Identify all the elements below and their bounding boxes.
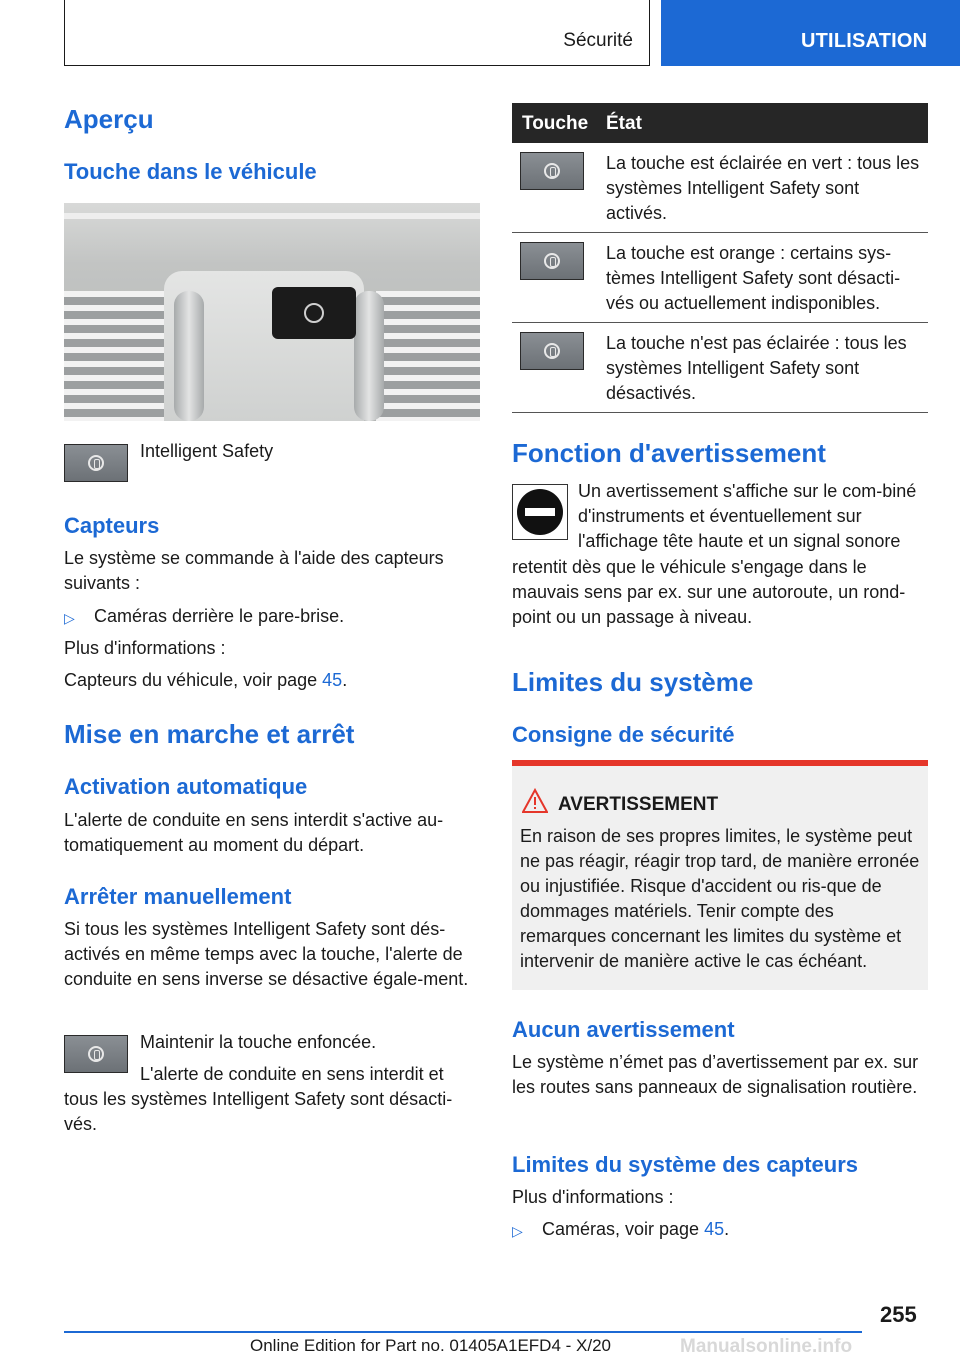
header-chapter-tab: UTILISATION bbox=[661, 0, 960, 66]
no-entry-sign-icon bbox=[512, 484, 568, 540]
fonction-text-b: retentit dès que le véhicule s'engage dans le mauvais sens par ex. sur une autoroute, un rond-point ou un passage à niveau. bbox=[512, 557, 906, 627]
table-row bbox=[512, 233, 928, 323]
status-table-header bbox=[512, 103, 928, 143]
heading-consigne-securite: Consigne de sécurité bbox=[512, 722, 735, 747]
footer-divider bbox=[64, 1331, 862, 1333]
footer-edition: Online Edition for Part no. 01405A1EFD4 - X/20 bbox=[250, 1336, 611, 1355]
key-orange-icon bbox=[520, 242, 584, 280]
fonction-text-a: Un avertissement s'affiche sur le com-biné d'instruments et éventuellement sur l'affichage tête haute et un signal sonore bbox=[578, 481, 917, 551]
capteurs-bullet bbox=[64, 604, 480, 629]
watermark-logo: Manualsonline.info bbox=[680, 1336, 853, 1357]
heading-limites-capteurs: Limites du système des capteurs bbox=[512, 1152, 859, 1177]
capteurs-reference-text: Capteurs du véhicule, voir page bbox=[64, 670, 323, 690]
heading-touche-vehicule: Touche dans le véhicule bbox=[64, 159, 317, 184]
heading-mise-en-marche: Mise en marche et arrêt bbox=[64, 719, 355, 749]
table-row-text: La touche est éclairée en vert : tous les systèmes Intelligent Safety sont activés. bbox=[606, 153, 920, 223]
key-green-icon bbox=[520, 152, 584, 190]
table-row-text: La touche n'est pas éclairée : tous les systèmes Intelligent Safety sont désactivés. bbox=[606, 333, 907, 403]
table-row bbox=[512, 143, 928, 233]
capteurs-text: Le système se commande à l'aide des capteurs suivants : bbox=[64, 548, 444, 593]
cameras-page-link[interactable]: 45 bbox=[704, 1219, 725, 1239]
table-row-text: La touche est orange : certains sys-tèmes Intelligent Safety sont désacti-vés ou actuellement indisponibles. bbox=[606, 243, 901, 313]
warning-box bbox=[512, 760, 928, 990]
arreter-text: Si tous les systèmes Intelligent Safety sont dés-activés en même temps avec la touche, l'alerte de conduite en sens inverse se désactive égale-ment. bbox=[64, 919, 469, 989]
warning-title: AVERTISSEMENT bbox=[558, 794, 719, 815]
maintenir-result: L'alerte de conduite en sens interdit et tous les systèmes Intelligent Safety sont désacti-vés. bbox=[64, 1064, 453, 1134]
maintenir-instruction: Maintenir la touche enfoncée. bbox=[140, 1032, 377, 1052]
aucun-text: Le système n’émet pas d’avertissement par ex. sur les routes sans panneaux de signalisation routière. bbox=[512, 1052, 919, 1097]
heading-aucun-avertissement: Aucun avertissement bbox=[512, 1017, 735, 1042]
capteurs-bullet-text: Caméras derrière le pare-brise. bbox=[94, 606, 345, 626]
heading-capteurs: Capteurs bbox=[64, 513, 160, 538]
key-off-icon bbox=[520, 332, 584, 370]
capteurs-reference: Capteurs du véhicule, voir page 45. bbox=[64, 670, 348, 690]
capteurs-page-link[interactable]: 45 bbox=[322, 670, 343, 690]
vehicle-button-photo bbox=[64, 203, 480, 421]
table-col-touche: Touche bbox=[522, 113, 589, 134]
heading-activation-automatique: Activation automatique bbox=[64, 774, 308, 799]
activation-text: L'alerte de conduite en sens interdit s'active au-tomatiquement au moment du départ. bbox=[64, 810, 444, 855]
plus-info-right: Plus d'informations : bbox=[512, 1187, 674, 1207]
heading-apercu: Aperçu bbox=[64, 104, 154, 134]
heading-limites-systeme: Limites du système bbox=[512, 667, 754, 697]
warning-text: En raison de ses propres limites, le système peut ne pas réagir, réagir trop tard, de manière erronée ou injustifiée. Risque d'accident ou ris-que de dommages matériels. Tenir compte des remarques concernant les limites du système et intervenir de manière active le cas échéant. bbox=[520, 826, 920, 971]
bullet-triangle-icon: ▷ bbox=[512, 1223, 523, 1239]
warning-triangle-icon bbox=[522, 788, 548, 814]
key-caption: Intelligent Safety bbox=[140, 441, 274, 461]
page-number: 255 bbox=[880, 1302, 917, 1327]
cameras-bullet: ▷ Caméras, voir page 45. bbox=[512, 1217, 928, 1242]
bullet-triangle-icon: ▷ bbox=[64, 610, 75, 626]
header-section-box bbox=[64, 0, 650, 66]
heading-fonction-avertissement: Fonction d'avertissement bbox=[512, 438, 826, 468]
heading-arreter-manuellement: Arrêter manuellement bbox=[64, 884, 292, 909]
intelligent-safety-button-icon bbox=[272, 287, 356, 339]
table-col-etat: État bbox=[606, 113, 642, 134]
header-section-title: Sécurité bbox=[563, 30, 633, 51]
plus-info-left: Plus d'informations : bbox=[64, 638, 226, 658]
table-row bbox=[512, 323, 928, 413]
cameras-text: Caméras, voir page bbox=[542, 1219, 705, 1239]
intelligent-safety-key-icon bbox=[64, 444, 128, 482]
